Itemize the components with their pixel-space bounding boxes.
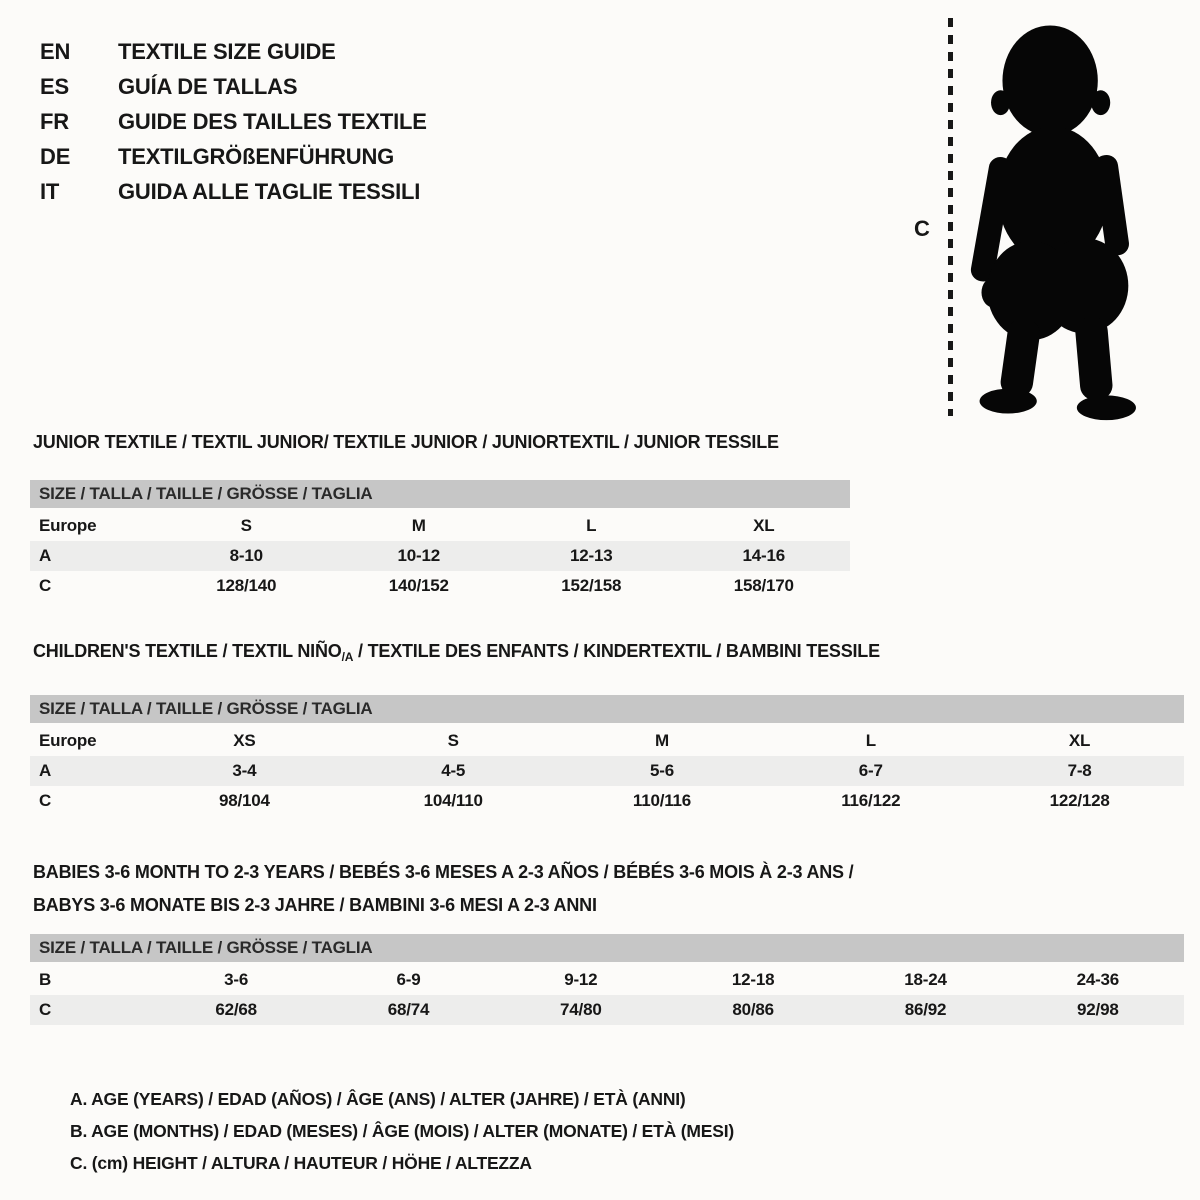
size-cell: 140/152 [388, 576, 449, 595]
size-cell: 5-6 [650, 761, 674, 780]
table-row [30, 541, 850, 571]
size-bar: SIZE / TALLA / TAILLE / GRÖSSE / TAGLIA [30, 480, 850, 508]
height-measure-dashed-line [948, 18, 953, 416]
row-label: C [39, 576, 52, 595]
size-cell: 3-4 [232, 761, 257, 780]
table-row [30, 511, 850, 541]
size-cell: 10-12 [397, 546, 440, 565]
size-cell: 104/110 [423, 791, 483, 810]
size-bar: SIZE / TALLA / TAILLE / GRÖSSE / TAGLIA [30, 934, 1184, 962]
size-cell: 9-12 [564, 970, 598, 989]
row-label: A [39, 546, 52, 565]
size-cell: 122/128 [1049, 791, 1110, 810]
table-row [30, 571, 850, 601]
toddler-silhouette-icon [962, 14, 1144, 424]
size-cell: M [655, 731, 669, 750]
size-cell: 6-7 [858, 761, 883, 780]
size-cell: 110/116 [632, 791, 692, 810]
table-row [30, 726, 1184, 756]
size-cell: 98/104 [219, 791, 270, 810]
size-cell: XL [1068, 731, 1091, 750]
row-label: C [39, 1000, 52, 1019]
language-code: IT [40, 179, 60, 204]
row-label: Europe [39, 516, 97, 535]
nino-a-subscript: /A [341, 650, 354, 664]
legend-line-b: B. AGE (MONTHS) / EDAD (MESES) / ÂGE (MOIS) / ALTER (MONATE) / ETÀ (MESI) [70, 1121, 734, 1141]
section-title: CHILDREN'S TEXTILE / TEXTIL $NIÑO_{/A}$ / TEXTILE DES ENFANTS / KINDERTEXTIL / BAMBINI TESSILE [33, 641, 880, 664]
language-code: EN [40, 39, 71, 64]
size-cell: 7-8 [1067, 761, 1092, 780]
size-cell: XL [753, 516, 775, 535]
size-cell: 92/98 [1077, 1000, 1119, 1019]
tables-content [30, 432, 1200, 1179]
section-junior-textile [30, 432, 1200, 601]
measurement-figure [900, 0, 1200, 440]
guide-title: TEXTILE SIZE GUIDE [118, 39, 336, 64]
legend-line-a: A. AGE (YEARS) / EDAD (AÑOS) / ÂGE (ANS) / ALTER (JAHRE) / ETÀ (ANNI) [70, 1089, 686, 1109]
babies-size-table [30, 934, 1184, 1025]
legend-line-c: C. (cm) HEIGHT / ALTURA / HAUTEUR / HÖHE / ALTEZZA [70, 1153, 532, 1173]
table-row [30, 965, 1184, 995]
size-cell: 62/68 [215, 1000, 257, 1019]
section-title: BABIES 3-6 MONTH TO 2-3 YEARS / BEBÉS 3-6 MESES A 2-3 AÑOS / BÉBÉS 3-6 MOIS À 2-3 ANS / BABYS 3-6 MONATE BIS 2-3 JAHRE / BAMBINI 3-6 MESI A 2-3 ANNI [33, 862, 854, 915]
guide-title: TEXTILGRÖßENFÜHRUNG [118, 144, 395, 169]
section-title: JUNIOR TEXTILE / TEXTIL JUNIOR/ TEXTILE JUNIOR / JUNIORTEXTIL / JUNIOR TESSILE [33, 432, 779, 452]
table-row [30, 786, 1184, 816]
size-cell: XS [233, 731, 256, 750]
guide-title: GUIDE DES TAILLES TEXTILE [118, 109, 427, 134]
size-cell: S [447, 731, 459, 750]
junior-size-table [30, 480, 850, 601]
row-label: B [39, 970, 52, 989]
size-cell: 116/122 [841, 791, 901, 810]
size-cell: 3-6 [224, 970, 249, 989]
size-cell: 14-16 [742, 546, 785, 565]
language-code: ES [40, 74, 69, 99]
children-size-table [30, 695, 1184, 816]
row-label: Europe [39, 731, 97, 750]
size-bar: SIZE / TALLA / TAILLE / GRÖSSE / TAGLIA [30, 695, 1184, 723]
language-code: DE [40, 144, 71, 169]
size-cell: M [411, 516, 426, 535]
height-measure-label: C [914, 216, 930, 241]
size-cell: 6-9 [396, 970, 421, 989]
size-cell: 152/158 [561, 576, 622, 595]
size-cell: 74/80 [560, 1000, 602, 1019]
size-cell: L [586, 516, 597, 535]
table-row [30, 756, 1184, 786]
size-cell: 12-13 [570, 546, 613, 565]
language-code: FR [40, 109, 69, 134]
size-cell: 4-5 [441, 761, 466, 780]
size-cell: 24-36 [1076, 970, 1120, 989]
size-cell: 80/86 [732, 1000, 774, 1019]
size-cell: 158/170 [733, 576, 794, 595]
size-cell: 68/74 [387, 1000, 430, 1019]
table-row [30, 995, 1184, 1025]
section-childrens-textile [30, 641, 1200, 816]
measurement-legend [70, 1083, 1200, 1179]
guide-title: GUIDA ALLE TAGLIE TESSILI [118, 179, 421, 204]
size-cell: 18-24 [904, 970, 947, 989]
section-babies-textile [30, 856, 1200, 1025]
row-label: A [39, 761, 52, 780]
row-label: C [39, 791, 52, 810]
size-cell: 86/92 [904, 1000, 947, 1019]
size-cell: 128/140 [216, 576, 277, 595]
size-cell: L [865, 731, 876, 750]
guide-title: GUÍA DE TALLAS [118, 74, 298, 99]
size-cell: 8-10 [229, 546, 263, 565]
size-cell: S [240, 516, 252, 535]
size-cell: 12-18 [731, 970, 775, 989]
